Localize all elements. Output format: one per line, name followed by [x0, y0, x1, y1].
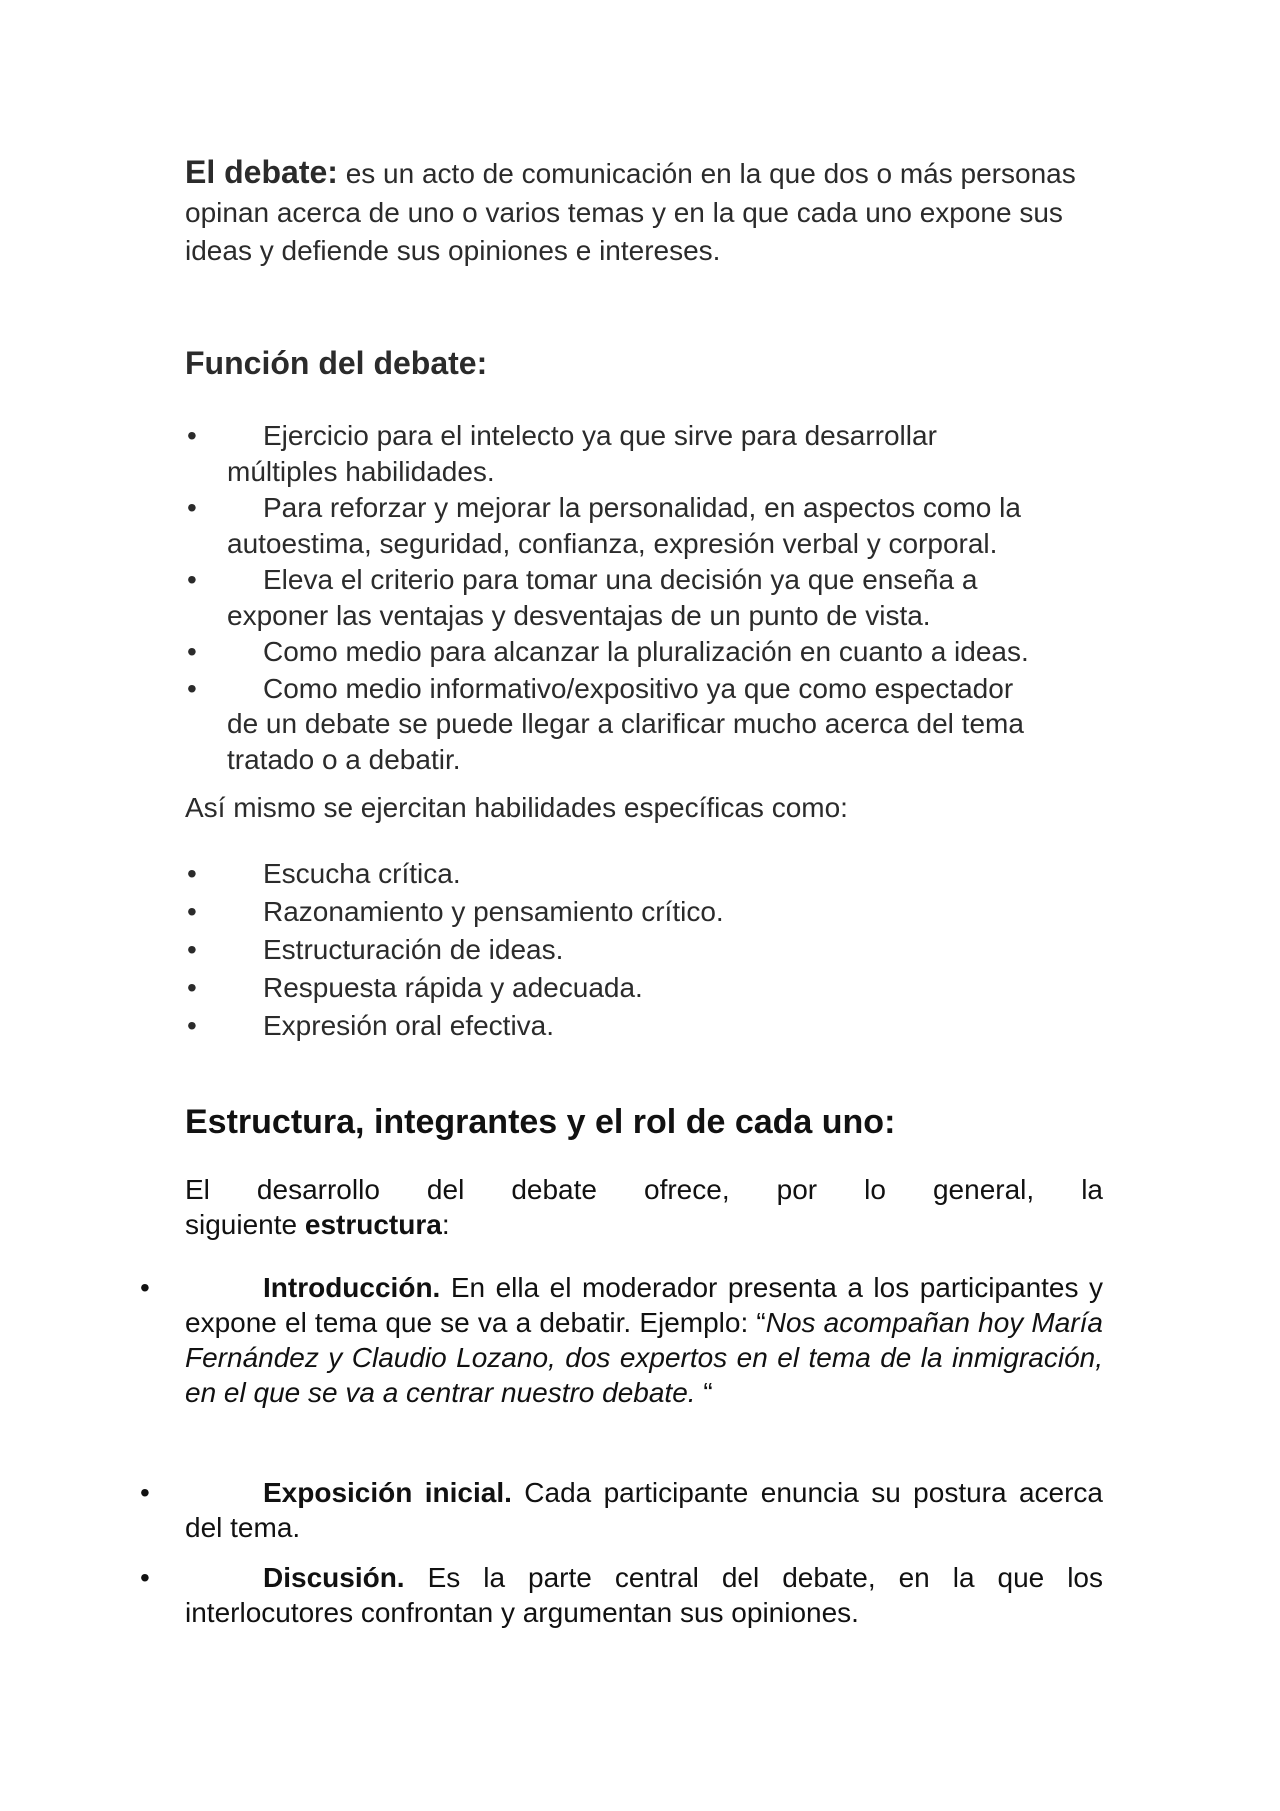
structure-item-example: Nos acompañan hoy María Fernández y Claudio Lozano, dos expertos en el tema de la inmigración, en el que se va a centrar nuestro debate. [185, 1307, 1103, 1408]
function-heading: Función del debate: [185, 345, 488, 381]
bullet-icon: • [187, 972, 197, 1003]
list-item: • Expresión oral efectiva. [185, 1007, 1105, 1045]
structure-item-discusion [140, 1560, 1103, 1630]
list-item: • Escucha crítica. [185, 855, 1105, 893]
structure-intro-line: siguiente estructura: [185, 1209, 450, 1240]
structure-intro-line: El desarrollo del debate ofrece, por lo general, la [185, 1174, 1103, 1205]
bullet-icon: • [187, 672, 197, 704]
bullet-icon: • [187, 420, 197, 451]
bullet-icon: • [187, 564, 197, 595]
list-item [185, 562, 1105, 633]
structure-item-term: Introducción. [263, 1272, 441, 1303]
skills-list [185, 855, 1105, 1045]
list-item: • Respuesta rápida y adecuada. [185, 969, 1105, 1007]
structure-heading: Estructura, integrantes y el rol de cada uno: [185, 1103, 896, 1141]
intro-definition: es un acto de comunicación en la que dos o más personas opinan acerca de uno o varios temas y en la que cada uno expone sus ideas y defiende sus opiniones e intereses. [185, 158, 1076, 266]
list-item-continuation: autoestima, seguridad, confianza, expresión verbal y corporal. [227, 527, 998, 559]
list-item-first-line: Como medio para alcanzar la pluralización en cuanto a ideas. [263, 636, 1029, 667]
list-item-first-line: Ejercicio para el intelecto ya que sirve para desarrollar [263, 420, 937, 451]
bullet-icon: • [140, 1477, 150, 1508]
bullet-icon: • [140, 1562, 150, 1593]
bullet-icon: • [187, 492, 197, 523]
structure-item-term: Discusión. [263, 1562, 405, 1593]
structure-item-text: Es la parte central del debate, en la que los interlocutores confrontan y argumentan sus opiniones. [185, 1562, 1103, 1628]
list-item-continuation: de un debate se puede llegar a clarificar mucho acerca del tema tratado o a debatir. [227, 708, 1024, 775]
structure-item-text: Cada participante enuncia su postura acerca del tema. [185, 1477, 1103, 1543]
list-item: • Razonamiento y pensamiento crítico. [185, 893, 1105, 931]
list-item [185, 418, 1105, 489]
list-item-continuation: múltiples habilidades. [227, 455, 495, 487]
bullet-icon: • [140, 1272, 150, 1303]
bullet-icon: • [187, 858, 197, 889]
structure-intro [185, 1172, 1103, 1242]
list-item [185, 671, 1105, 778]
structure-term: estructura [304, 1209, 442, 1240]
list-item-first-line: Para reforzar y mejorar la personalidad, en aspectos como la [263, 492, 1021, 523]
function-list [185, 418, 1105, 778]
structure-item-text: En ella el moderador presenta a los participantes y expone el tema que se va a debatir. Ejemplo: “ [185, 1272, 1103, 1338]
list-item: • Estructuración de ideas. [185, 931, 1105, 969]
structure-item-exposicion [140, 1475, 1103, 1545]
structure-item-term: Exposición inicial. [263, 1477, 512, 1508]
intro-paragraph [185, 153, 1103, 271]
bullet-icon: • [187, 1010, 197, 1041]
list-item-continuation: exponer las ventajas y desventajas de un punto de vista. [227, 599, 931, 631]
list-item-first-line: Como medio informativo/expositivo ya que como espectador [263, 672, 1014, 704]
list-item [185, 490, 1105, 561]
list-item [185, 634, 1105, 670]
bullet-icon: • [187, 896, 197, 927]
bullet-icon: • [187, 934, 197, 965]
skills-intro: Así mismo se ejercitan habilidades específicas como: [185, 792, 848, 823]
list-item-first-line: Eleva el criterio para tomar una decisión ya que enseña a [263, 564, 978, 595]
structure-item-introduccion: • Introducción. En ella el moderador presenta a los participantes y expone el tema que se va a debatir. Ejemplo: “Nos acompañan hoy María Fernández y Claudio Lozano, dos expertos en el tema de la inmigración, en el que se va a centrar nuestro debate. “ [140, 1272, 1103, 1408]
bullet-icon: • [187, 636, 197, 667]
intro-term: El debate: [185, 154, 338, 190]
